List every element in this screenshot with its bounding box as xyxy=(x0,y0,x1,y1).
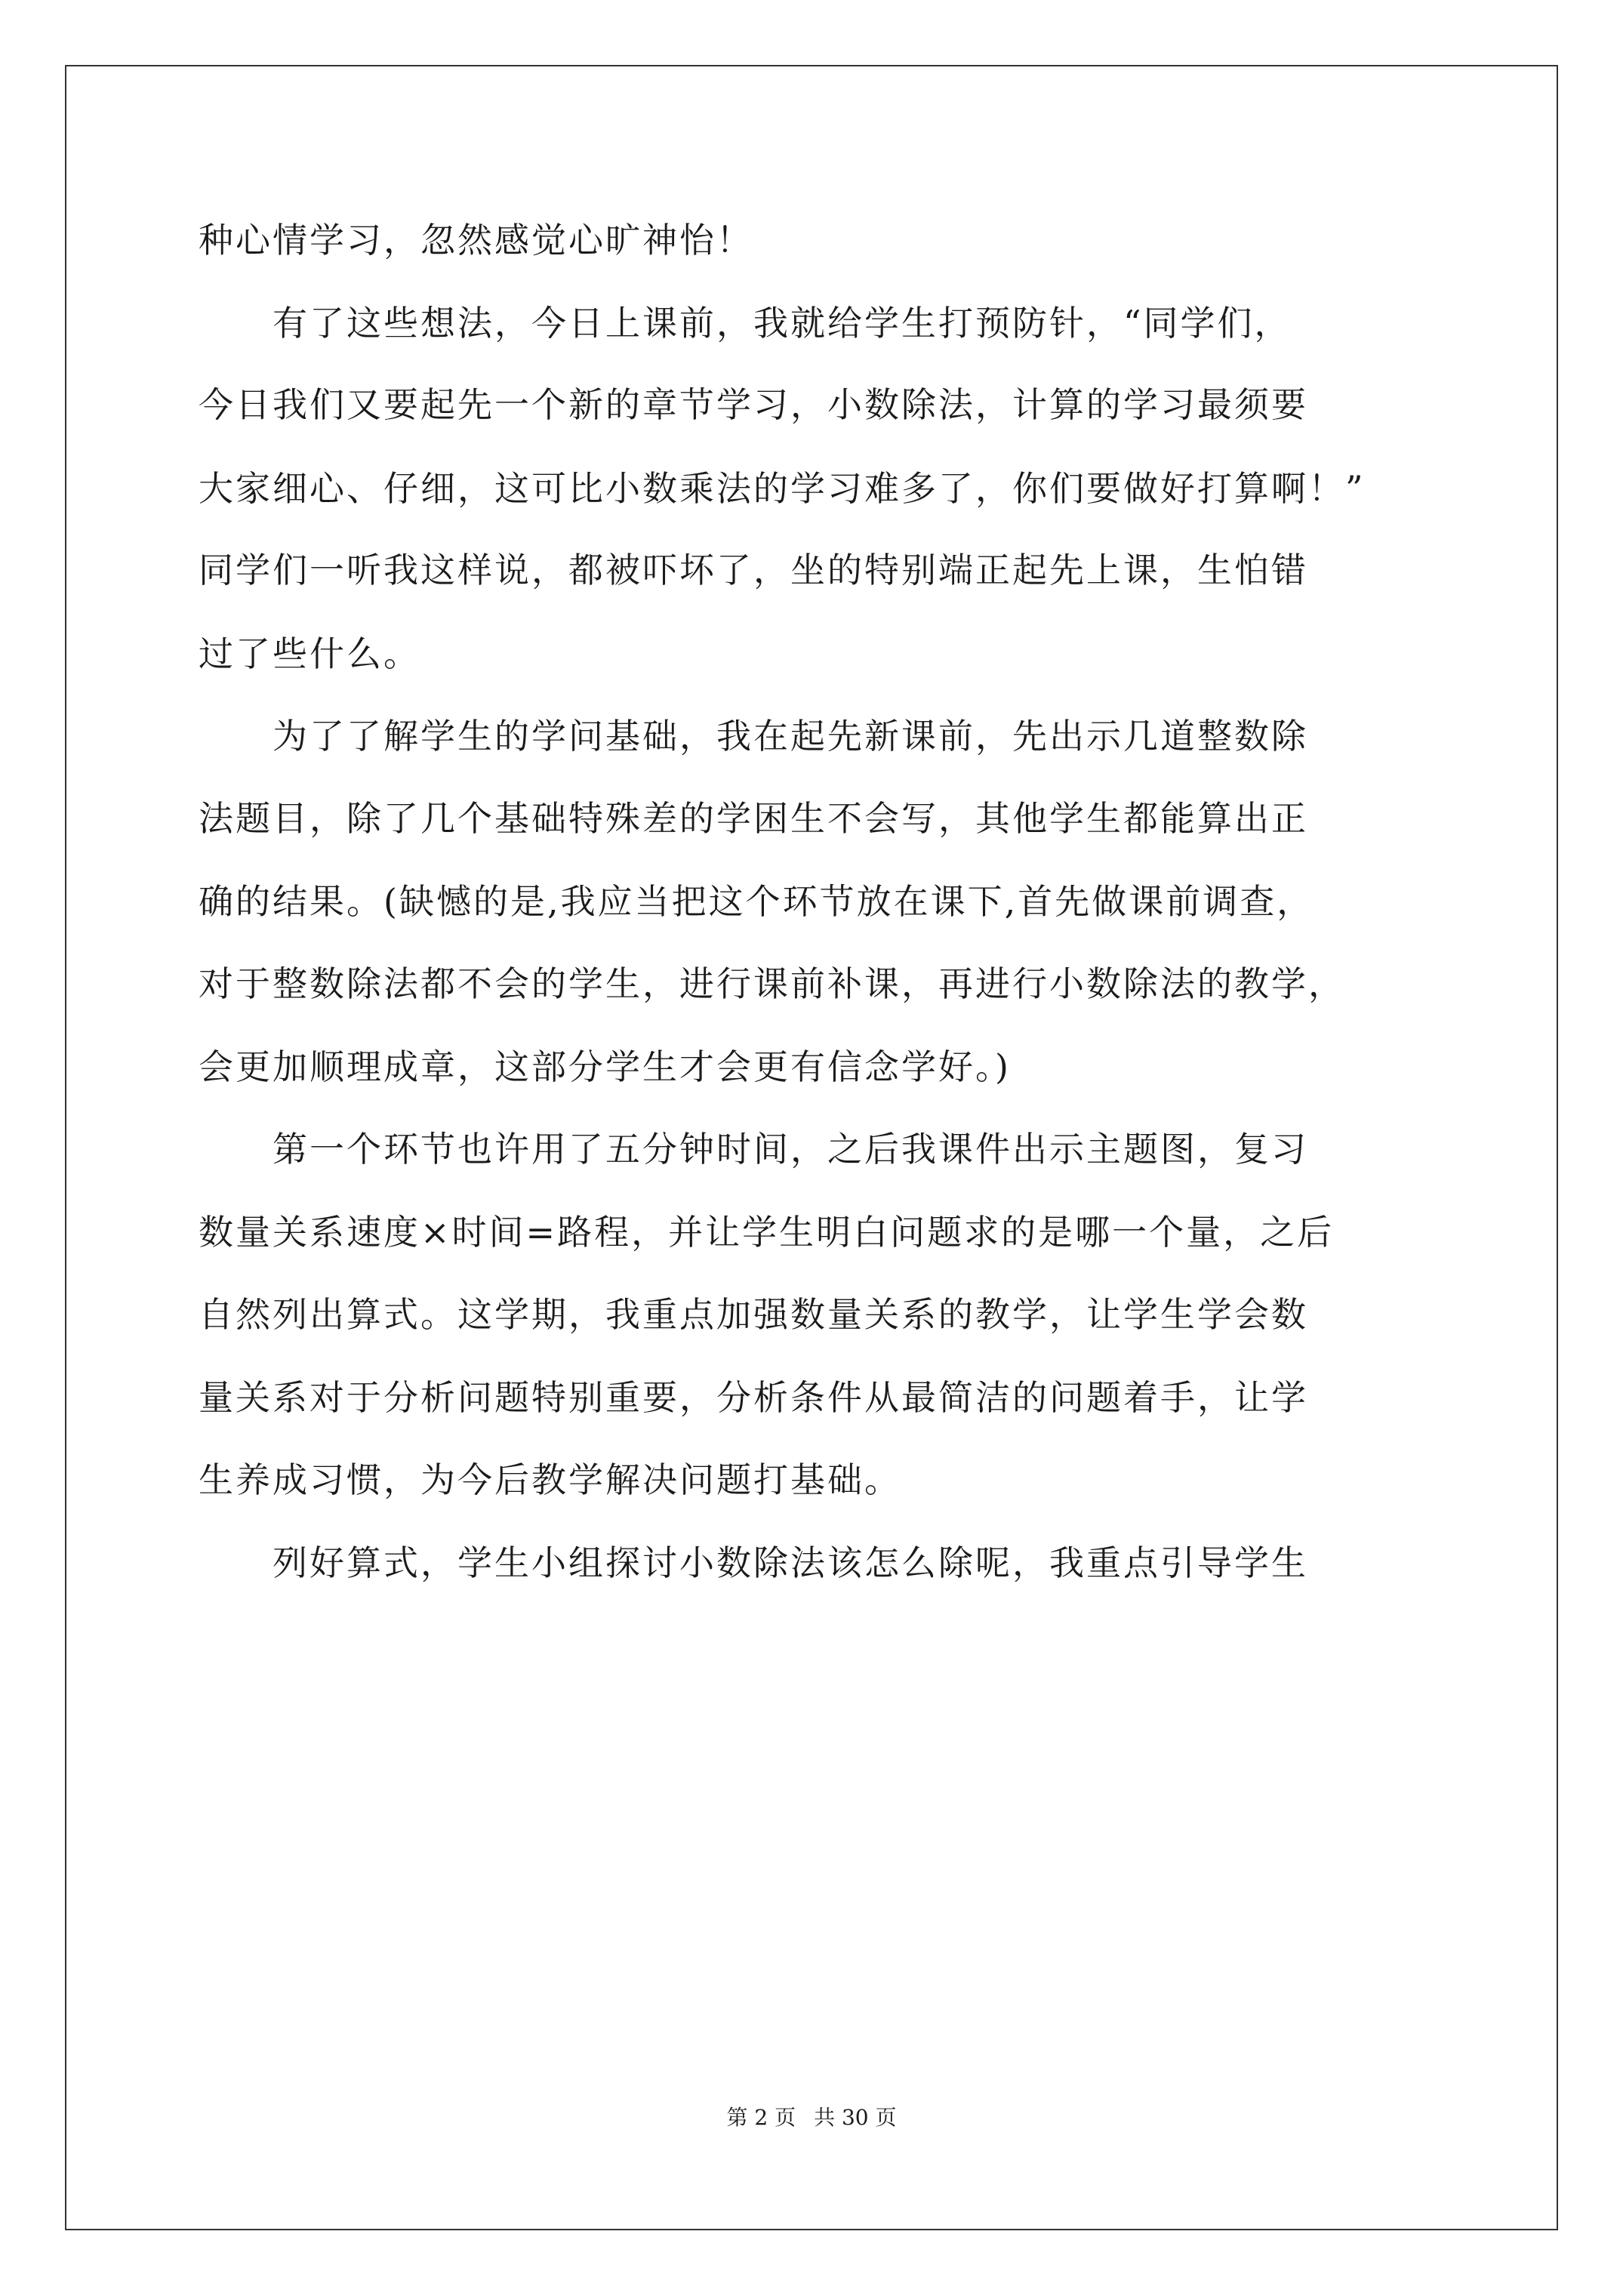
page-total: 共 30 页 xyxy=(814,2105,897,2130)
text-line: 会更加顺理成章，这部分学生才会更有信念学好。) xyxy=(199,1046,1011,1087)
text-line: 数量关系速度×时间=路程，并让学生明白问题求的是哪一个量，之后 xyxy=(199,1212,1335,1253)
text-line: 自然列出算式。这学期，我重点加强数量关系的教学，让学生学会数 xyxy=(199,1294,1308,1335)
text-line: 确的结果。(缺憾的是,我应当把这个环节放在课下,首先做课前调查， xyxy=(199,881,1314,922)
text-line: 过了些什么。 xyxy=(199,633,420,674)
page-footer xyxy=(0,2103,1623,2133)
page-number: 第 2 页 xyxy=(726,2105,796,2130)
text-line: 列好算式，学生小组探讨小数除法该怎么除呢，我重点引导学生 xyxy=(199,1542,1308,1583)
text-line: 量关系对于分析问题特别重要，分析条件从最简洁的问题着手，让学 xyxy=(199,1377,1308,1418)
text-line: 有了这些想法，今日上课前，我就给学生打预防针，“同学们， xyxy=(199,303,1292,344)
text-line: 同学们一听我这样说，都被吓坏了，坐的特别端正起先上课，生怕错 xyxy=(199,550,1308,590)
text-line: 今日我们又要起先一个新的章节学习，小数除法，计算的学习最须要 xyxy=(199,384,1308,425)
text-line: 种心情学习，忽然感觉心旷神怡！ xyxy=(199,220,753,260)
text-line: 为了了解学生的学问基础，我在起先新课前，先出示几道整数除 xyxy=(199,716,1308,757)
text-line: 对于整数除法都不会的学生，进行课前补课，再进行小数除法的教学， xyxy=(199,963,1345,1004)
text-line: 法题目，除了几个基础特殊差的学困生不会写，其他学生都能算出正 xyxy=(199,798,1308,839)
text-line: 生养成习惯，为今后教学解决问题打基础。 xyxy=(199,1459,901,1500)
text-line: 第一个环节也许用了五分钟时间，之后我课件出示主题图，复习 xyxy=(199,1129,1308,1170)
text-line: 大家细心、仔细，这可比小数乘法的学习难多了，你们要做好打算啊！” xyxy=(199,468,1366,509)
